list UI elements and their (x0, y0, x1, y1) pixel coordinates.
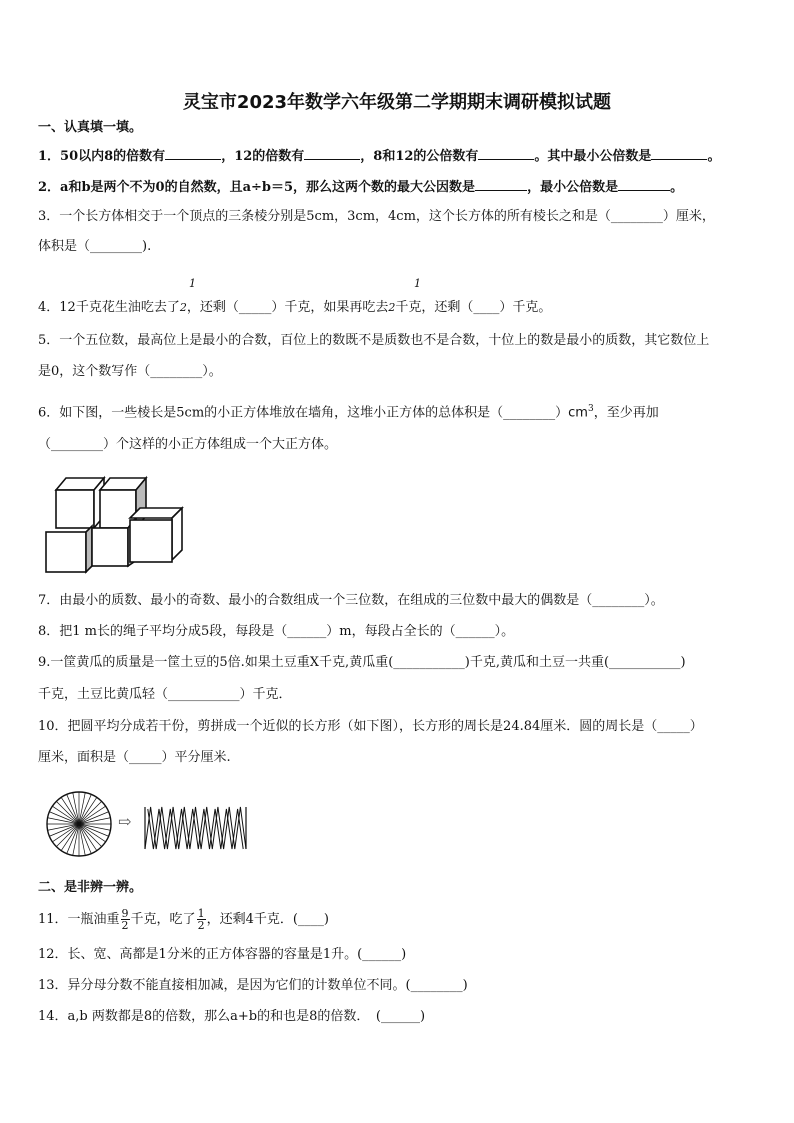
q6-text-a: 6．如下图，一些棱长是5cm的小正方体堆放在墙角，这堆小正方体的总体积是（________） (38, 405, 569, 421)
question-7: 7．由最小的质数、最小的奇数、最小的合数组成一个三位数，在组成的三位数中最大的偶数是（________）。 (38, 593, 664, 608)
section-1-heading: 一、认真填一填。 (38, 120, 143, 135)
question-9-line-2: 千克，土豆比黄瓜轻（___________）千克． (38, 687, 292, 702)
q11-text-a: 11．一瓶油重 (38, 912, 120, 927)
q1-blank-1[interactable] (165, 147, 221, 160)
q4-fraction-2-numerator: 1 (414, 277, 421, 290)
question-13: 13．异分母分数不能直接相加减，是因为它们的计数单位不同。(________) (38, 978, 468, 993)
q2-text-b: ，最小公倍数是 (527, 180, 619, 195)
question-3-line-1: 3．一个长方体相交于一个顶点的三条棱分别是5cm，3cm，4cm，这个长方体的所有棱长之和是（________）厘米， (38, 209, 715, 224)
question-6-line-1 (38, 401, 659, 421)
q4-fraction-2-denominator: 2 (388, 301, 396, 314)
question-5-line-1: 5．一个五位数，最高位上是最小的合数，百位上的数既不是质数也不是合数，十位上的数是最小的质数，其它数位上 (38, 333, 710, 348)
question-8: 8．把1 m长的绳子平均分成5段，每段是（______）m，每段占全长的（______）。 (38, 624, 515, 639)
q11-fraction-2 (197, 908, 206, 931)
question-10-line-1: 10．把圆平均分成若干份，剪拼成一个近似的长方形（如下图），长方形的周长是24.84厘米．圆的周长是（_____） (38, 719, 703, 734)
q1-blank-2[interactable] (304, 147, 360, 160)
q11-text-b: 千克，吃了 (130, 912, 196, 927)
q4-fraction-1-numerator: 1 (189, 277, 196, 290)
rearranged-rectangle-figure (143, 805, 249, 853)
q2-blank-2[interactable] (618, 178, 670, 191)
question-4 (38, 300, 551, 316)
q4-fraction-1-denominator: 2 (179, 301, 187, 314)
cube-stack-figure (42, 470, 192, 578)
question-11 (38, 905, 329, 935)
section-2-heading: 二、是非辨一辨。 (38, 880, 143, 895)
q11-fraction-1-denominator: 2 (121, 919, 129, 932)
q6-text-b: ，至少再加 (593, 405, 659, 421)
arrow-icon: ⇨ (118, 812, 132, 831)
question-12: 12．长、宽、高都是1分米的正方体容器的容量是1升。(______) (38, 947, 407, 962)
q1-text-b: ，12的倍数有 (221, 149, 305, 164)
q4-text-a: 4．12千克花生油吃去了 (38, 300, 180, 315)
question-2 (38, 178, 683, 196)
q2-text-a: 2．a和b是两个不为0的自然数，且a÷b＝5，那么这两个数的最大公因数是 (38, 180, 476, 195)
q6-unit-exponent: 3 (587, 404, 594, 414)
question-1 (38, 147, 720, 165)
q1-text-a: 1．50以内8的倍数有 (38, 149, 166, 164)
page-title: 灵宝市2023年数学六年级第二学期期末调研模拟试题 (182, 92, 612, 113)
question-9-line-1: 9.一筐黄瓜的质量是一筐土豆的5倍.如果土豆重X千克,黄瓜重(___________)千克,黄瓜和土豆一共重(___________) (38, 655, 686, 670)
q1-text-d: 。其中最小公倍数是 (534, 149, 652, 164)
question-14: 14．a,b 两数都是8的倍数，那么a+b的和也是8的倍数． (______) (38, 1009, 426, 1024)
q11-text-c: ，还剩4千克．(____) (206, 912, 329, 927)
q2-text-c: 。 (670, 180, 684, 195)
q1-text-e: 。 (707, 149, 721, 164)
question-5-line-2: 是0，这个数写作（________）。 (38, 364, 222, 379)
q6-unit: cm (568, 405, 588, 421)
q4-text-b: ，还剩（_____）千克，如果再吃去 (186, 300, 389, 315)
question-10-line-2: 厘米，面积是（_____）平分厘米. (38, 750, 231, 765)
q11-fraction-1 (121, 908, 130, 931)
q11-fraction-2-numerator: 1 (197, 907, 205, 920)
q2-blank-1[interactable] (475, 178, 527, 191)
q11-fraction-1-numerator: 9 (121, 907, 129, 920)
q4-text-c: 千克，还剩（____）千克。 (395, 300, 552, 315)
divided-circle-figure (44, 789, 114, 859)
question-3-line-2: 体积是（________). (38, 239, 152, 254)
question-6-line-2: （________）个这样的小正方体组成一个大正方体。 (38, 437, 338, 452)
q1-blank-4[interactable] (651, 147, 707, 160)
q11-fraction-2-denominator: 2 (197, 919, 205, 932)
q1-blank-3[interactable] (478, 147, 534, 160)
q1-text-c: ，8和12的公倍数有 (360, 149, 479, 164)
